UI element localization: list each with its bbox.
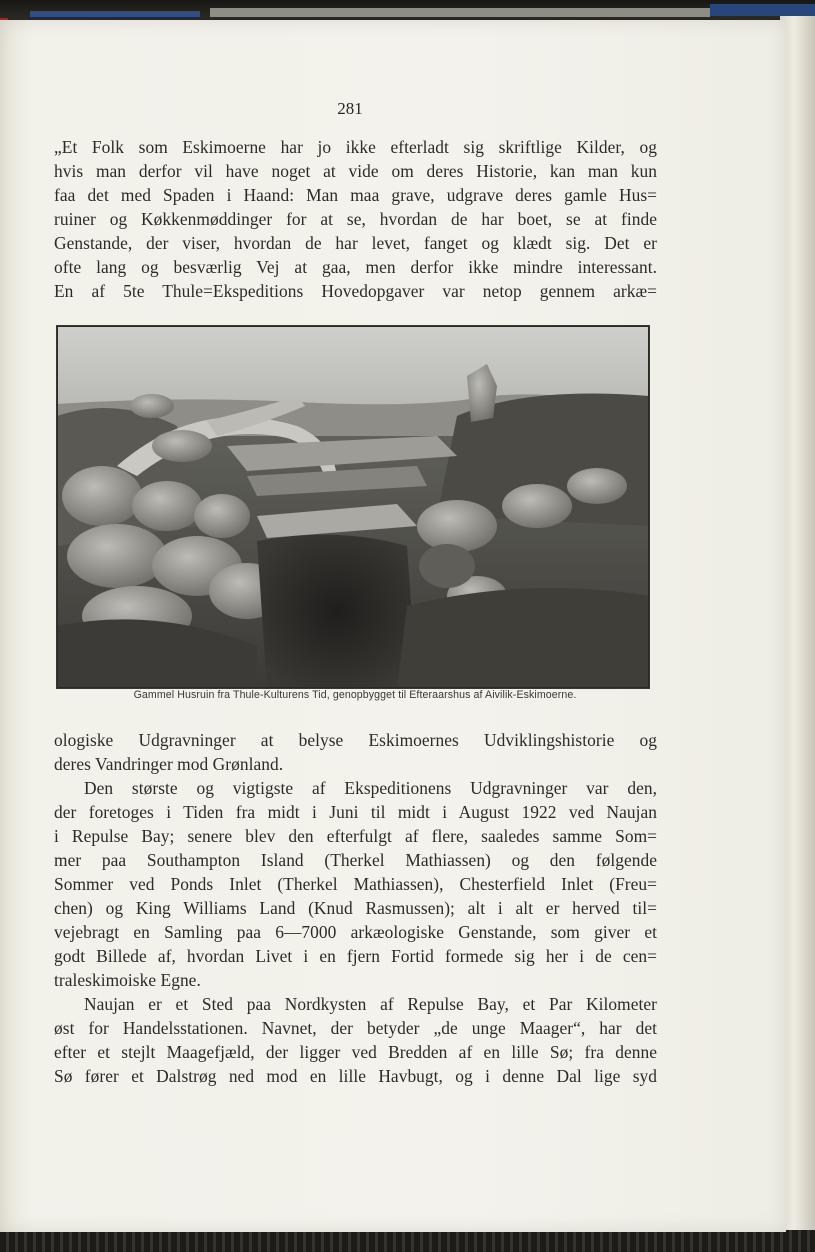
text-line: ruiner og Køkkenmøddinger for at se, hvordan de har boet, se at finde <box>54 209 657 229</box>
text-line: En af 5te Thule=Ekspeditions Hovedopgaver var netop gennem arkæ= <box>54 281 657 301</box>
text-line: Sø fører et Dalstrøg ned mod en lille Havbugt, og i denne Dal lige syd <box>54 1066 657 1086</box>
page <box>0 20 786 1232</box>
text-line: ologiske Udgravninger at belyse Eskimoernes Udviklingshistorie og <box>54 730 657 750</box>
text-line: øst for Handelsstationen. Navnet, der betyder „de unge Maager“, har det <box>54 1018 657 1038</box>
text-line: godt Billede af, hvordan Livet i en fjern Fortid formede sig her i de cen= <box>54 946 657 966</box>
paragraph-top <box>54 135 657 303</box>
text-line: efter et stejlt Maagefjæld, der ligger ved Bredden af en lille Sø; fra denne <box>54 1042 657 1062</box>
paragraph-continued <box>54 728 657 1088</box>
text-line: i Repulse Bay; senere blev den efterfulgt af flere, saaledes samme Som= <box>54 826 657 846</box>
text-line: Genstande, der viser, hvordan de har levet, fanget og klædt sig. Det er <box>54 233 657 253</box>
text-line: hvis man derfor vil have noget at vide om deres Historie, kan man kun <box>54 161 657 181</box>
text-line: faa det med Spaden i Haand: Man maa grave, udgrave deres gamle Hus= <box>54 185 657 205</box>
text-line: traleskimoiske Egne. <box>54 970 201 990</box>
text-line: Den største og vigtigste af Ekspeditionens Udgravninger var den, <box>84 778 657 798</box>
figure-caption: Gammel Husruin fra Thule-Kulturens Tid, genopbygget til Efteraarshus af Aivilik-Eskimoerne. <box>133 689 577 701</box>
text-line: Naujan er et Sted paa Nordkysten af Repulse Bay, et Par Kilometer <box>84 994 657 1014</box>
book-binding-top <box>0 0 815 18</box>
text-line: deres Vandringer mod Grønland. <box>54 754 284 774</box>
text-line: ofte lang og besværlig Vej at gaa, men derfor ikke mindre interessant. <box>54 257 657 277</box>
text-line: der foretoges i Tiden fra midt i Juni til midt i August 1922 ved Naujan <box>54 802 657 822</box>
book-binding-bottom <box>0 1230 815 1252</box>
house-ruin-photo <box>56 325 650 689</box>
text-line: mer paa Southampton Island (Therkel Mathiassen) og den følgende <box>54 850 657 870</box>
text-line: Sommer ved Ponds Inlet (Therkel Mathiassen), Chesterfield Inlet (Freu= <box>54 874 657 894</box>
text-line: vejebragt en Samling paa 6—7000 arkæologiske Genstande, som giver et <box>54 922 657 942</box>
photo-illustration <box>57 326 649 688</box>
page-number: 281 <box>337 99 363 118</box>
text-line: „Et Folk som Eskimoerne har jo ikke efterladt sig skriftlige Kilder, og <box>54 137 657 157</box>
text-line: chen) og King Williams Land (Knud Rasmussen); alt i alt er herved til= <box>54 898 657 918</box>
